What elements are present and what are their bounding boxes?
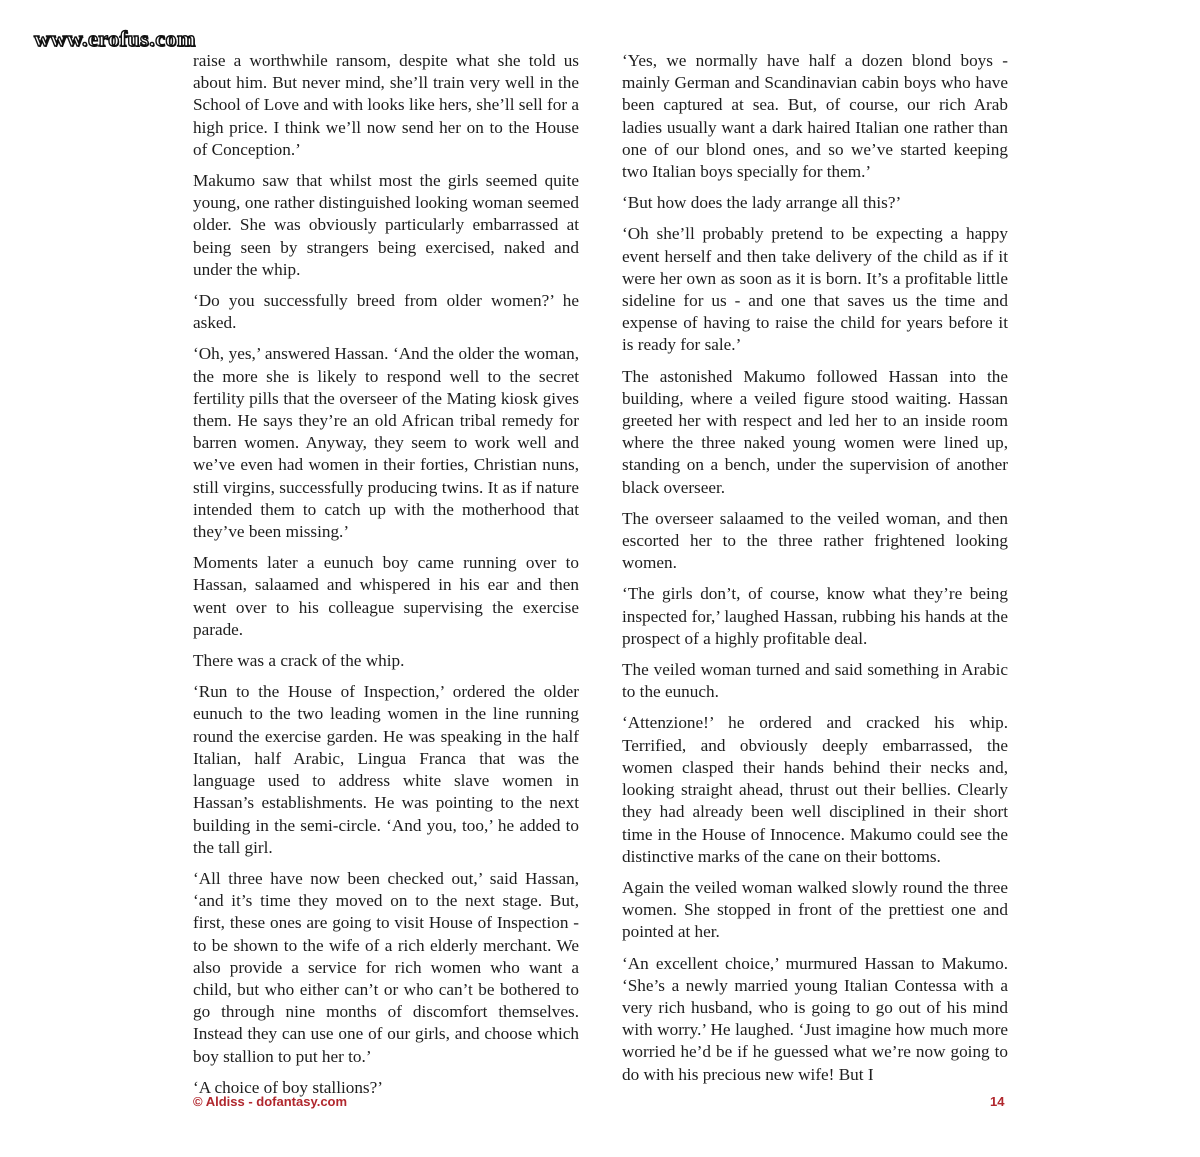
paragraph: ‘Do you successfully breed from older women?’ he asked. <box>193 291 579 333</box>
paragraph: ‘The girls don’t, of course, know what they’re being inspected for,’ laughed Hassan, rubbing his hands at the prospect of a highly profitable deal. <box>622 584 1008 648</box>
paragraph: ‘A choice of boy stallions?’ <box>193 1077 383 1097</box>
right-text-column <box>622 50 1008 1095</box>
paragraph: Moments later a eunuch boy came running over to Hassan, salaamed and whispered in his ear and then went over to his colleague supervising the exercise parade. <box>193 553 579 639</box>
paragraph: The overseer salaamed to the veiled woman, and then escorted her to the three rather frightened looking women. <box>622 508 1008 573</box>
paragraph: The astonished Makumo followed Hassan into the building, where a veiled figure stood waiting. Hassan greeted her with respect and led her to an inside room where the three naked young women were lined up, standing on a bench, under the supervision of another black overseer. <box>622 366 1008 497</box>
page-number: 14 <box>990 1094 1005 1109</box>
paragraph: Makumo saw that whilst most the girls seemed quite young, one rather distinguished looking woman seemed older. She was obviously particularly embarrassed at being seen by strangers being exercised, naked and under the whip. <box>193 171 579 279</box>
watermark-text: www.erofus.com <box>34 26 196 51</box>
paragraph: ‘Attenzione!’ he ordered and cracked his whip. Terrified, and obviously deeply embarrassed, the women clasped their hands behind their necks and, looking straight ahead, thrust out their bellies. Clearly they had already been well disciplined in their short time in the House of Innocence. Makumo could see the distinctive marks of the cane on their bottoms. <box>622 713 1008 866</box>
left-text-column <box>193 50 579 1108</box>
paragraph: ‘Oh, yes,’ answered Hassan. ‘And the older the woman, the more she is likely to respond well to the secret fertility pills that the overseer of the Mating kiosk gives them. He says they’re an old African tribal remedy for barren women. Anyway, they seem to work well and we’ve even had women in their forties, Christian nuns, still virgins, successfully producing twins. It as if nature intended them to catch up with the motherhood that they’ve been missing.’ <box>193 344 579 542</box>
paragraph: ‘An excellent choice,’ murmured Hassan to Makumo. ‘She’s a newly married young Italian Contessa with a very rich husband, who is going to go out of his mind with worry.’ He laughed. ‘Just imagine how much more worried he’d be if he guessed what we’re now going to do with his precious new wife! But I <box>622 953 1008 1084</box>
paragraph: The veiled woman turned and said something in Arabic to the eunuch. <box>622 660 1008 702</box>
paragraph: ‘All three have now been checked out,’ said Hassan, ‘and it’s time they moved on to the next stage. But, first, these ones are going to visit House of Inspection - to be shown to the wife of a rich elderly merchant. We also provide a service for rich women who want a child, but who either can’t or who can’t be bothered to go through nine months of discomfort themselves. Instead they can use one of our girls, and choose which boy stallion to put her to.’ <box>193 868 579 1066</box>
footer-copyright: © Aldiss - dofantasy.com <box>193 1094 348 1109</box>
paragraph: ‘Yes, we normally have half a dozen blond boys - mainly German and Scandinavian cabin boys who have been captured at sea. But, of course, our rich Arab ladies usually want a dark haired Italian one rather than one of our blond ones, and so we’ve started keeping two Italian boys specially for them.’ <box>622 51 1008 182</box>
paragraph: ‘Oh she’ll probably pretend to be expecting a happy event herself and then take delivery of the child as if it were her own as soon as it is born. It’s a profitable little sideline for us - and one that saves us the time and expense of having to raise the child for years before it is ready for sale.’ <box>622 224 1008 355</box>
paragraph: Again the veiled woman walked slowly round the three women. She stopped in front of the prettiest one and pointed at her. <box>622 877 1008 942</box>
paragraph: ‘But how does the lady arrange all this?’ <box>622 193 902 213</box>
paragraph: raise a worthwhile ransom, despite what she told us about him. But never mind, she’ll train very well in the School of Love and with looks like hers, she’ll sell for a high price. I think we’ll now send her on to the House of Conception.’ <box>193 51 579 159</box>
paragraph: ‘Run to the House of Inspection,’ ordered the older eunuch to the two leading women in the line running round the exercise garden. He was speaking in the half Italian, half Arabic, Lingua Franca that was the language used to address white slave women in Hassan’s establishments. He was pointing to the next building in the semi-circle. ‘And you, too,’ he added to the tall girl. <box>193 682 579 857</box>
paragraph: There was a crack of the whip. <box>193 651 405 671</box>
